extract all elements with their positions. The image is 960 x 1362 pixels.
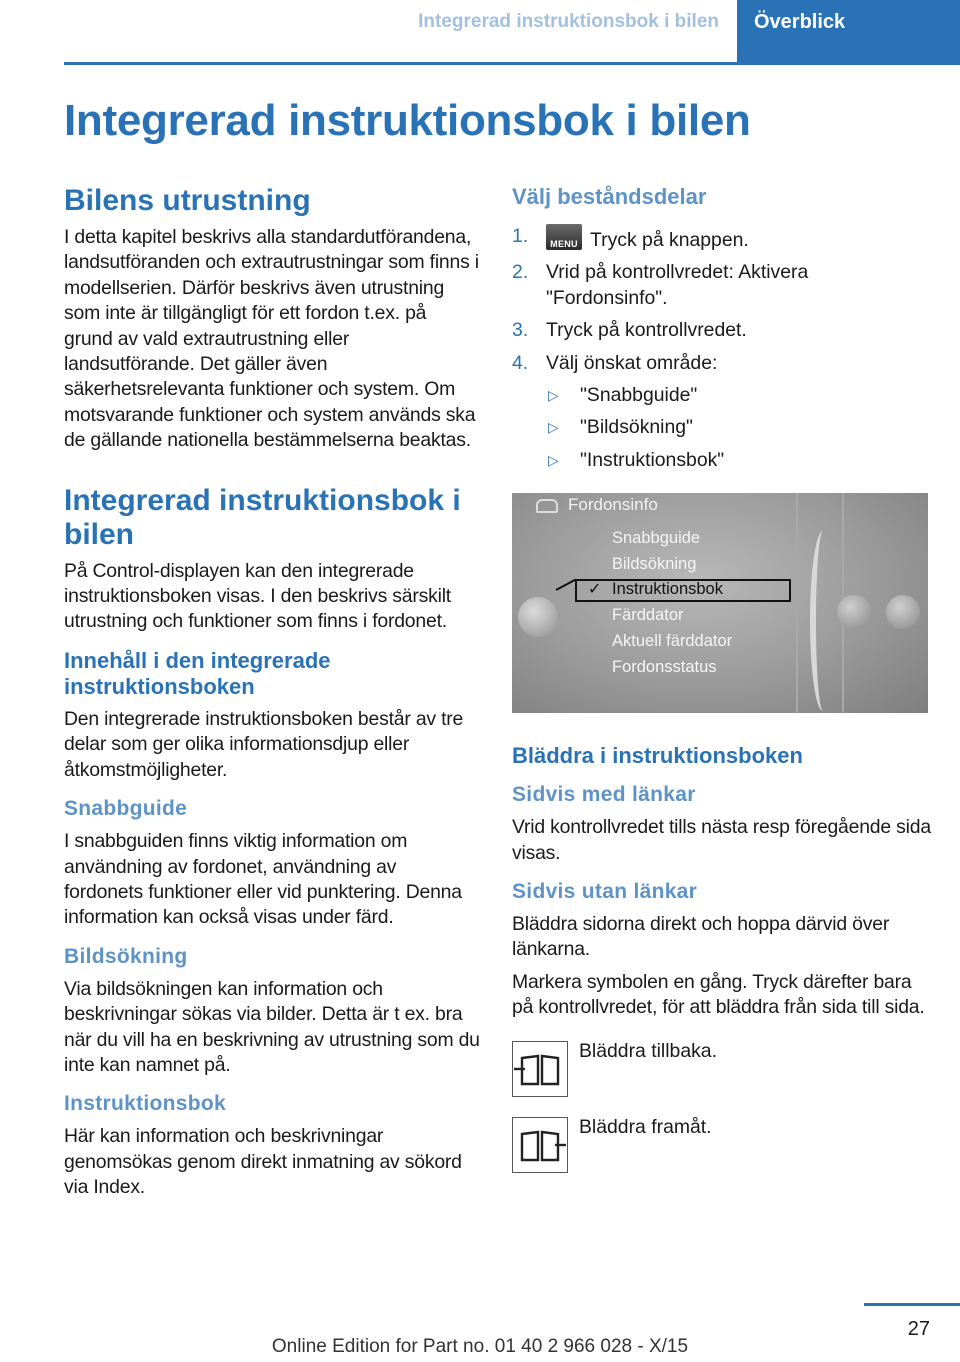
sub-item: ▷ "Bildsökning" bbox=[512, 415, 932, 440]
heading-select-parts: Välj beståndsdelar bbox=[512, 184, 707, 209]
screen-menu-item: Snabbguide bbox=[612, 529, 701, 548]
text-manual: Här kan information och beskrivningar genomsökas genom direkt inmatning av sökord via Index. bbox=[64, 1125, 462, 1199]
text-integrated: På Control-displayen kan den integrerade instruktionsboken visas. I den beskrivs särskilt utrustning och funktioner som finns i fordonet. bbox=[64, 559, 451, 633]
menu-button-icon: MENU bbox=[546, 224, 582, 250]
car-icon bbox=[536, 499, 558, 513]
triangle-bullet-icon: ▷ bbox=[548, 419, 559, 436]
list-item: 4. Välj önskat område: bbox=[512, 351, 718, 374]
list-item: 1. MENU Tryck på knappen. bbox=[512, 225, 749, 251]
browse-forward-label: Bläddra framåt. bbox=[579, 1115, 712, 1138]
header-section: Integrerad instruktionsbok i bilen bbox=[418, 11, 719, 32]
page-title: Integrerad instruktionsbok i bilen bbox=[64, 96, 751, 145]
screen-menu-item: Färddator bbox=[612, 606, 684, 625]
left-column bbox=[64, 184, 480, 1201]
triangle-bullet-icon: ▷ bbox=[548, 387, 559, 404]
text-equipment: I detta kapitel beskrivs alla standardutförandena, landsutföranden och extrautrustningar som finns i modellserien. Därför beskrivs även utrustning som inte är tillgängligt för ett fordon t.ex. på grund av vald extrautrustning eller landsutförande. Det gäller även säkerhetsrelevanta funktioner och system. Om motsvarande funktioner och system används ska de gällande nationella bestämmelserna beaktas. bbox=[64, 226, 479, 452]
screen-leader-line bbox=[556, 579, 576, 591]
control-display-screenshot bbox=[512, 493, 928, 713]
book-back-icon bbox=[512, 1041, 568, 1097]
right-column bbox=[512, 184, 932, 1193]
heading-quickguide: Snabbguide bbox=[64, 797, 188, 821]
header-chapter: Överblick bbox=[737, 0, 960, 62]
heading-equipment: Bilens utrustning bbox=[64, 184, 311, 217]
screen-menu-item: Bildsökning bbox=[612, 555, 697, 574]
controller-knob-icon bbox=[518, 597, 558, 637]
browse-back-row bbox=[512, 1041, 932, 1117]
header-rule bbox=[64, 62, 960, 65]
heading-contents: Innehåll i den integrerade instruktionsboken bbox=[64, 647, 331, 699]
heading-browse: Bläddra i instruktionsboken bbox=[512, 743, 803, 769]
sub-item: ▷ "Snabbguide" bbox=[512, 383, 932, 408]
screen-scroll-arc bbox=[810, 531, 836, 711]
text-without-links-2: Markera symbolen en gång. Tryck därefter bara på kontrollvredet, för att bläddra från sida till sida. bbox=[512, 970, 925, 1019]
text-imagesearch: Via bildsökningen kan information och beskrivningar sökas via bilder. Detta är t ex. bra när du vill ha en beskrivning av utrustning som du inte kan namnet på. bbox=[64, 977, 480, 1076]
heading-manual: Instruktionsbok bbox=[64, 1092, 227, 1116]
sub-item: ▷ "Instruktionsbok" bbox=[512, 448, 932, 473]
screen-menu-item: Aktuell färddator bbox=[612, 632, 733, 651]
browse-back-label: Bläddra tillbaka. bbox=[579, 1039, 717, 1062]
list-item: 3. Tryck på kontrollvredet. bbox=[512, 319, 747, 342]
screen-divider bbox=[796, 493, 798, 713]
text-with-links: Vrid kontrollvredet tills nästa resp föregående sida visas. bbox=[512, 816, 931, 864]
heading-integrated: Integrerad instruktionsbok i bilen bbox=[64, 483, 461, 551]
browse-forward-row bbox=[512, 1117, 932, 1193]
list-item: 2. Vrid på kontrollvredet: Aktivera "Fordonsinfo". bbox=[512, 261, 809, 309]
screen-option-icon bbox=[886, 595, 920, 629]
checkmark-icon: ✓ bbox=[588, 581, 602, 599]
screen-option-icon bbox=[837, 595, 871, 629]
book-forward-icon bbox=[512, 1117, 568, 1173]
triangle-bullet-icon: ▷ bbox=[548, 451, 559, 468]
text-contents: Den integrerade instruktionsboken består av tre delar som ger olika informationsdjup eller åtkomstmöjligheter. bbox=[64, 707, 464, 781]
screen-title: Fordonsinfo bbox=[568, 495, 658, 515]
heading-imagesearch: Bildsökning bbox=[64, 944, 188, 968]
text-quickguide: I snabbguiden finns viktig information om användning av fordonet, användning av fordonets funktioner eller vid punktering. Denna information kan också visas under färd. bbox=[64, 830, 462, 929]
heading-without-links: Sidvis utan länkar bbox=[512, 880, 698, 904]
text-without-links-1: Bläddra sidorna direkt och hoppa därvid över länkarna. bbox=[512, 913, 890, 961]
screen-menu-item: Instruktionsbok bbox=[612, 580, 723, 599]
screen-menu-item: Fordonsstatus bbox=[612, 658, 717, 677]
heading-with-links: Sidvis med länkar bbox=[512, 783, 696, 807]
page-number: 27 bbox=[864, 1303, 960, 1359]
steps-list bbox=[512, 224, 932, 376]
footer-edition: Online Edition for Part no. 01 40 2 966 028 - X/15 bbox=[271, 1336, 689, 1357]
